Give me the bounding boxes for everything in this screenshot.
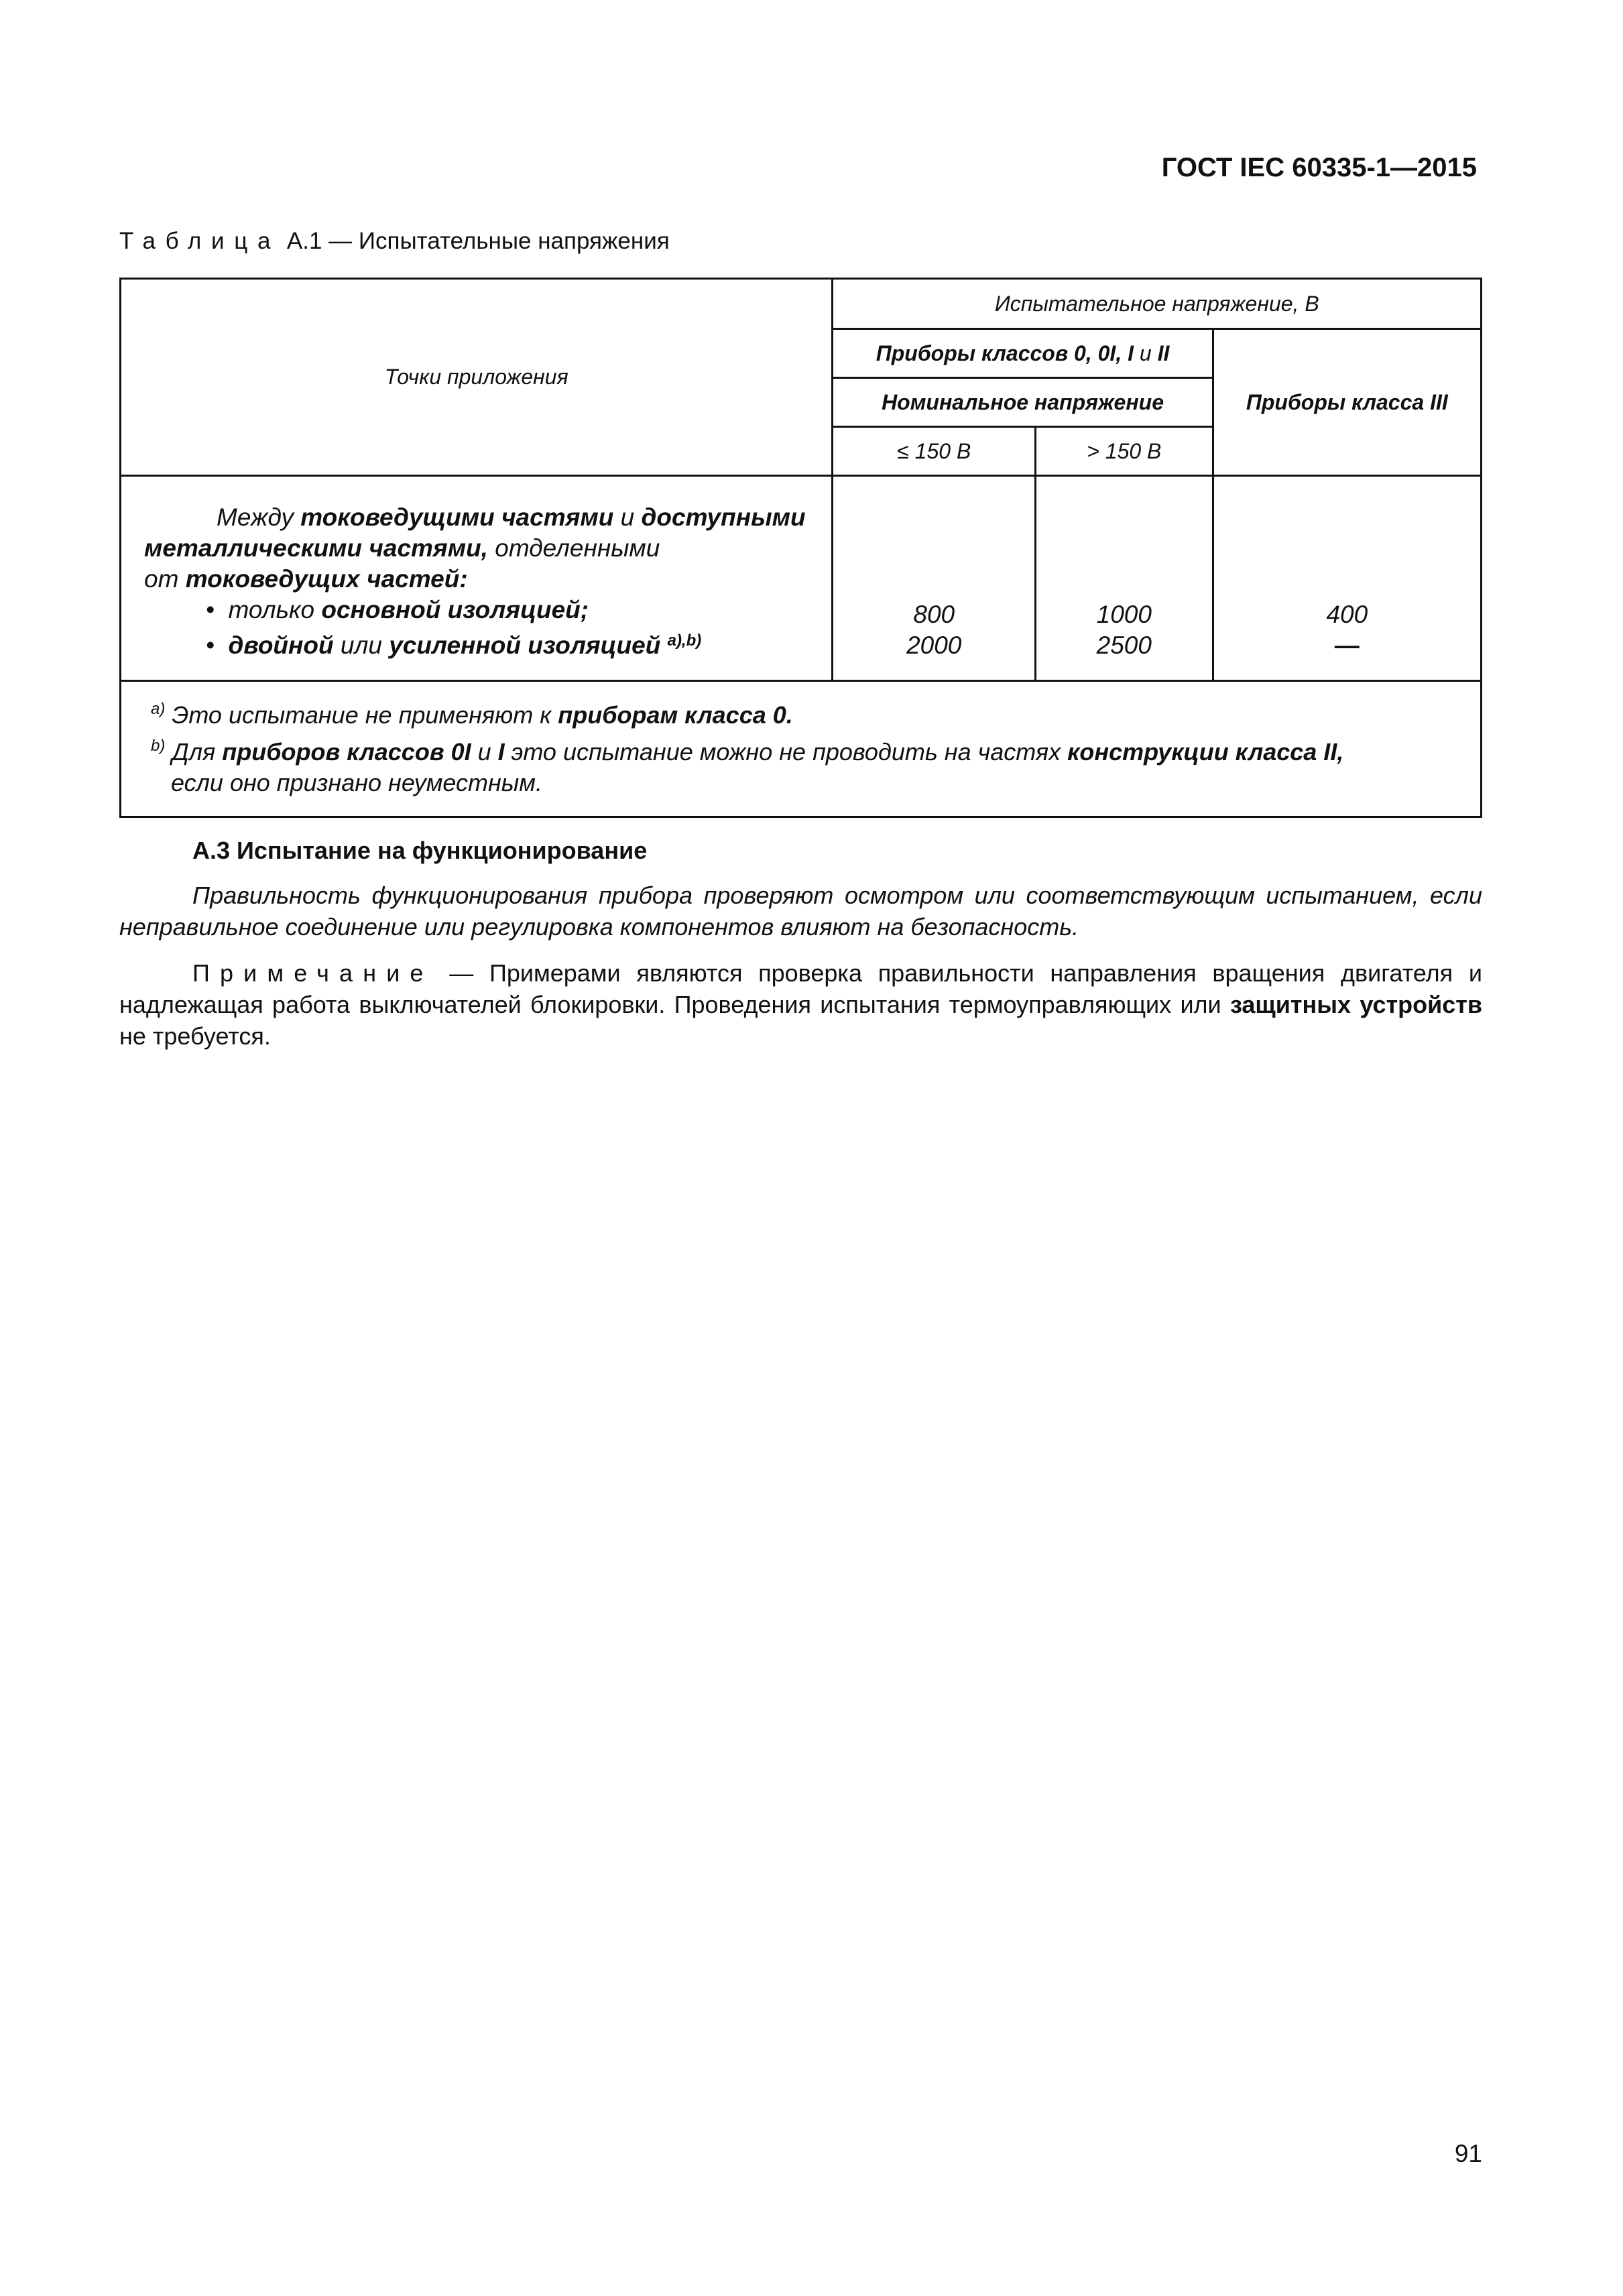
header-le150-label: ≤ 150 В: [897, 438, 971, 463]
table-caption: [119, 228, 670, 255]
header-classes-bold: Приборы классов 0, 0I, I: [876, 341, 1134, 365]
value-le150-double: 2000: [906, 631, 962, 659]
header-nominal-voltage-label: Номинальное напряжение: [882, 389, 1164, 414]
row-description: [121, 476, 833, 681]
test-voltage-table: [119, 278, 1482, 818]
desc-bullet-basic: • только основной изоляцией;: [206, 596, 589, 623]
table-row: [121, 476, 1482, 681]
value-class3-basic: 400: [1326, 601, 1368, 628]
header-gt150-label: > 150 В: [1087, 438, 1162, 463]
header-points: [121, 279, 833, 476]
header-nominal-voltage: [833, 378, 1213, 427]
value-gt150-double: 2500: [1096, 631, 1152, 659]
section-paragraph: Правильность функционирования прибора проверяют осмотром или соответствующим испытанием, если неправильное соединение или регулировка компонентов влияют на безопасность.: [119, 882, 1482, 941]
section-note: Примечание — Примерами являются проверка правильности направления вращения двигателя и надлежащая работа выключателей блокировки. Проведения испытания термоуправляющих или защитных устройств не требуется.: [119, 959, 1482, 1050]
header-classes: [833, 329, 1213, 378]
header-class3-label: Приборы класса III: [1246, 389, 1448, 414]
value-gt150-basic: 1000: [1096, 601, 1152, 628]
values-class3: [1213, 476, 1481, 681]
page-number: 91: [1454, 2140, 1482, 2167]
header-test-voltage-label: Испытательное напряжение, В: [994, 291, 1319, 316]
header-test-voltage: [833, 279, 1482, 329]
header-gt150: [1036, 427, 1213, 476]
table-caption-label: Таблица: [119, 228, 281, 254]
desc-line-3: от токоведущих частей:: [144, 565, 468, 593]
table-footnotes: [121, 681, 1482, 817]
value-class3-double: —: [1334, 631, 1360, 659]
table-caption-title: А.1 — Испытательные напряжения: [286, 228, 670, 254]
header-class3: [1213, 329, 1481, 476]
footnote-b: $^{b)}$ Для приборов классов 0I и I это испытание можно не проводить на частях конструкции класса II,: [151, 737, 1344, 766]
footnote-ref: a),b): [667, 631, 702, 650]
notes-row: [121, 681, 1482, 817]
header-le150: [833, 427, 1036, 476]
footnote-b-continued: если оно признано неуместным.: [171, 769, 542, 796]
section-heading: А.3 Испытание на функционирование: [192, 837, 648, 864]
bullet-icon: •: [206, 596, 215, 623]
header-classes-and: и: [1139, 341, 1152, 365]
values-gt150: [1036, 476, 1213, 681]
value-le150-basic: 800: [913, 601, 955, 628]
footnote-a: $^{a)}$ Это испытание не применяют к приборам класса 0.: [151, 700, 793, 729]
desc-bullet-double: • двойной или усиленной изоляцией $^{a),b)}$: [206, 631, 702, 659]
bullet-icon: •: [206, 631, 215, 659]
header-classes-last: II: [1157, 341, 1170, 365]
note-label: Примечание: [192, 959, 434, 987]
document-code: ГОСТ IEC 60335-1—2015: [1161, 153, 1477, 182]
values-le150: [833, 476, 1036, 681]
desc-line-2: металлическими частями, отделенными: [144, 534, 660, 562]
header-points-label: Точки приложения: [384, 365, 568, 389]
desc-line-1: Между токоведущими частями и доступными: [217, 503, 806, 531]
